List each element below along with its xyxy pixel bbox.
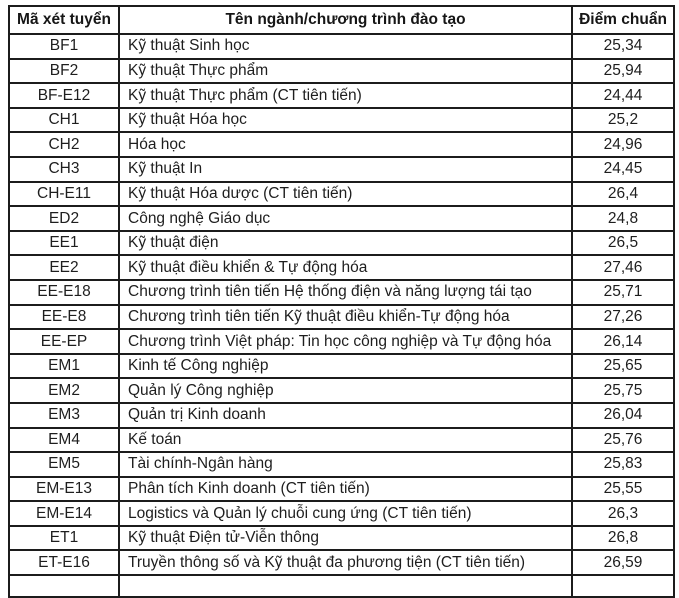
cell-score: 27,26 (572, 305, 674, 330)
cell-admission-code: EM3 (9, 403, 119, 428)
cell-program-name: Truyền thông số và Kỹ thuật đa phương tiện (CT tiên tiến) (119, 550, 572, 575)
cell-program-name: Kỹ thuật Điện tử-Viễn thông (119, 526, 572, 551)
cell-score: 25,75 (572, 378, 674, 403)
table-row (9, 526, 674, 551)
cell-program-name: Kỹ thuật Thực phẩm (CT tiên tiến) (119, 83, 572, 108)
table-row (9, 354, 674, 379)
table-row (9, 403, 674, 428)
table-row (9, 255, 674, 280)
cell-score: 24,96 (572, 132, 674, 157)
table-row (9, 231, 674, 256)
cell-admission-code: BF1 (9, 34, 119, 59)
cell-score: 26,59 (572, 550, 674, 575)
cell-admission-code: EM1 (9, 354, 119, 379)
cell-admission-code: EM-E14 (9, 501, 119, 526)
table-row (9, 477, 674, 502)
cell-admission-code: EE1 (9, 231, 119, 256)
cell-admission-code: EE2 (9, 255, 119, 280)
cell-score: 24,45 (572, 157, 674, 182)
cell-admission-code: EM2 (9, 378, 119, 403)
cell-score: 25,34 (572, 34, 674, 59)
cell-score: 25,76 (572, 428, 674, 453)
cell-score: 26,4 (572, 182, 674, 207)
admission-scores-table-container (8, 5, 673, 598)
table-row (9, 206, 674, 231)
cell-score (572, 575, 674, 597)
cell-admission-code: BF-E12 (9, 83, 119, 108)
cell-admission-code: CH2 (9, 132, 119, 157)
table-row (9, 501, 674, 526)
cell-program-name: Hóa học (119, 132, 572, 157)
cell-program-name: Chương trình tiên tiến Hệ thống điện và năng lượng tái tạo (119, 280, 572, 305)
cell-program-name: Chương trình tiên tiến Kỹ thuật điều khiển-Tự động hóa (119, 305, 572, 330)
cell-score: 25,94 (572, 59, 674, 84)
cell-program-name: Kỹ thuật Hóa học (119, 108, 572, 133)
cell-program-name: Chương trình Việt pháp: Tin học công nghiệp và Tự động hóa (119, 329, 572, 354)
cell-program-name: Quản trị Kinh doanh (119, 403, 572, 428)
cell-admission-code (9, 575, 119, 597)
table-row (9, 329, 674, 354)
table-row (9, 108, 674, 133)
cell-score: 26,5 (572, 231, 674, 256)
table-row (9, 34, 674, 59)
cell-score: 25,65 (572, 354, 674, 379)
cell-program-name: Kinh tế Công nghiệp (119, 354, 572, 379)
table-row (9, 575, 674, 597)
table-row (9, 550, 674, 575)
column-header-name: Tên ngành/chương trình đào tạo (119, 6, 572, 34)
cell-admission-code: EE-E18 (9, 280, 119, 305)
table-row (9, 452, 674, 477)
column-header-code: Mã xét tuyển (9, 6, 119, 34)
table-body (9, 34, 674, 597)
table-row (9, 305, 674, 330)
cell-admission-code: BF2 (9, 59, 119, 84)
column-header-score: Điểm chuẩn (572, 6, 674, 34)
cell-admission-code: EM-E13 (9, 477, 119, 502)
cell-score: 25,55 (572, 477, 674, 502)
table-row (9, 132, 674, 157)
cell-program-name (119, 575, 572, 597)
cell-program-name: Kế toán (119, 428, 572, 453)
cell-program-name: Logistics và Quản lý chuỗi cung ứng (CT tiên tiến) (119, 501, 572, 526)
cell-score: 25,83 (572, 452, 674, 477)
cell-score: 26,04 (572, 403, 674, 428)
table-row (9, 280, 674, 305)
cell-program-name: Kỹ thuật In (119, 157, 572, 182)
cell-admission-code: CH3 (9, 157, 119, 182)
table-row (9, 378, 674, 403)
cell-program-name: Công nghệ Giáo dục (119, 206, 572, 231)
cell-admission-code: EE-EP (9, 329, 119, 354)
table-row (9, 83, 674, 108)
table-row (9, 182, 674, 207)
cell-admission-code: ET1 (9, 526, 119, 551)
table-row (9, 157, 674, 182)
cell-score: 26,3 (572, 501, 674, 526)
cell-program-name: Quản lý Công nghiệp (119, 378, 572, 403)
header-row (9, 6, 674, 34)
cell-program-name: Kỹ thuật Thực phẩm (119, 59, 572, 84)
cell-admission-code: ED2 (9, 206, 119, 231)
cell-score: 27,46 (572, 255, 674, 280)
cell-score: 25,71 (572, 280, 674, 305)
cell-score: 26,8 (572, 526, 674, 551)
cell-program-name: Tài chính-Ngân hàng (119, 452, 572, 477)
cell-admission-code: EM5 (9, 452, 119, 477)
cell-program-name: Kỹ thuật điện (119, 231, 572, 256)
admission-scores-table (8, 5, 675, 598)
cell-program-name: Kỹ thuật Sinh học (119, 34, 572, 59)
cell-score: 25,2 (572, 108, 674, 133)
cell-admission-code: CH-E11 (9, 182, 119, 207)
cell-admission-code: CH1 (9, 108, 119, 133)
table-row (9, 428, 674, 453)
table-row (9, 59, 674, 84)
cell-program-name: Kỹ thuật Hóa dược (CT tiên tiến) (119, 182, 572, 207)
cell-score: 26,14 (572, 329, 674, 354)
cell-admission-code: ET-E16 (9, 550, 119, 575)
cell-program-name: Kỹ thuật điều khiển & Tự động hóa (119, 255, 572, 280)
cell-admission-code: EM4 (9, 428, 119, 453)
cell-program-name: Phân tích Kinh doanh (CT tiên tiến) (119, 477, 572, 502)
cell-score: 24,44 (572, 83, 674, 108)
cell-admission-code: EE-E8 (9, 305, 119, 330)
cell-score: 24,8 (572, 206, 674, 231)
